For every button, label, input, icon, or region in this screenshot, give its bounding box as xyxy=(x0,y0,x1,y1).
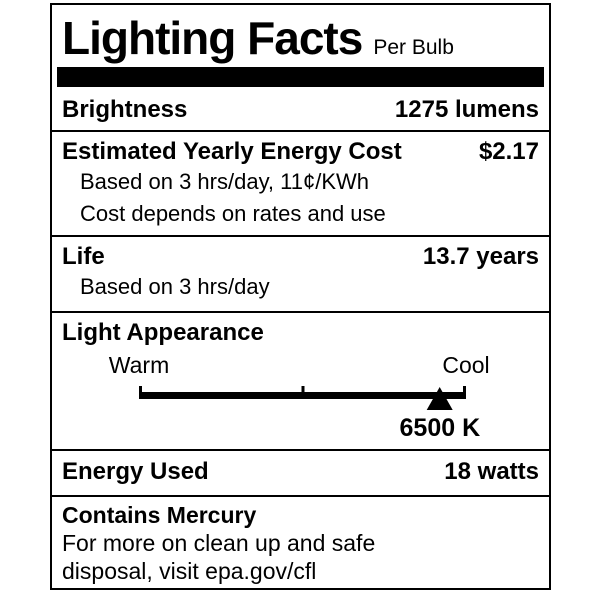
energy-cost-note-disclaimer: Cost depends on rates and use xyxy=(80,201,386,226)
scale-tick-middle xyxy=(301,386,304,399)
brightness-label: Brightness xyxy=(62,96,188,123)
temperature-scale-bar xyxy=(139,392,481,442)
brightness-section xyxy=(52,87,549,132)
lighting-facts-label xyxy=(50,3,551,590)
life-section xyxy=(52,237,549,313)
mercury-section xyxy=(52,497,549,585)
label-subtitle: Per Bulb xyxy=(373,36,454,59)
energy-cost-value: $2.17 xyxy=(478,138,539,165)
label-header xyxy=(52,5,549,67)
scale-tick-left xyxy=(139,386,142,399)
light-appearance-section xyxy=(52,313,549,451)
energy-cost-section xyxy=(52,132,549,237)
life-note-basis: Based on 3 hrs/day xyxy=(80,274,270,299)
warm-label: Warm xyxy=(108,352,170,378)
mercury-info-line-1: For more on clean up and safe xyxy=(62,530,376,556)
life-value: 13.7 years xyxy=(422,243,539,270)
color-temperature-scale xyxy=(108,352,490,445)
energy-cost-label: Estimated Yearly Energy Cost xyxy=(62,138,402,165)
life-label: Life xyxy=(62,243,105,270)
light-appearance-label: Light Appearance xyxy=(62,319,264,346)
label-title: Lighting Facts xyxy=(62,12,363,64)
brightness-value: 1275 lumens xyxy=(394,96,539,123)
energy-used-label: Energy Used xyxy=(62,458,209,485)
energy-cost-note-basis: Based on 3 hrs/day, 11¢/KWh xyxy=(80,169,370,194)
mercury-label: Contains Mercury xyxy=(62,502,257,528)
energy-used-value: 18 watts xyxy=(444,458,539,485)
header-divider-bar xyxy=(57,67,544,87)
mercury-info-line-2: disposal, visit epa.gov/cfl xyxy=(62,558,317,584)
triangle-marker-icon xyxy=(427,387,453,410)
temperature-marker-group xyxy=(400,387,481,443)
temperature-value: 6500 K xyxy=(399,414,481,442)
cool-label: Cool xyxy=(442,352,490,378)
energy-used-section xyxy=(52,451,549,497)
